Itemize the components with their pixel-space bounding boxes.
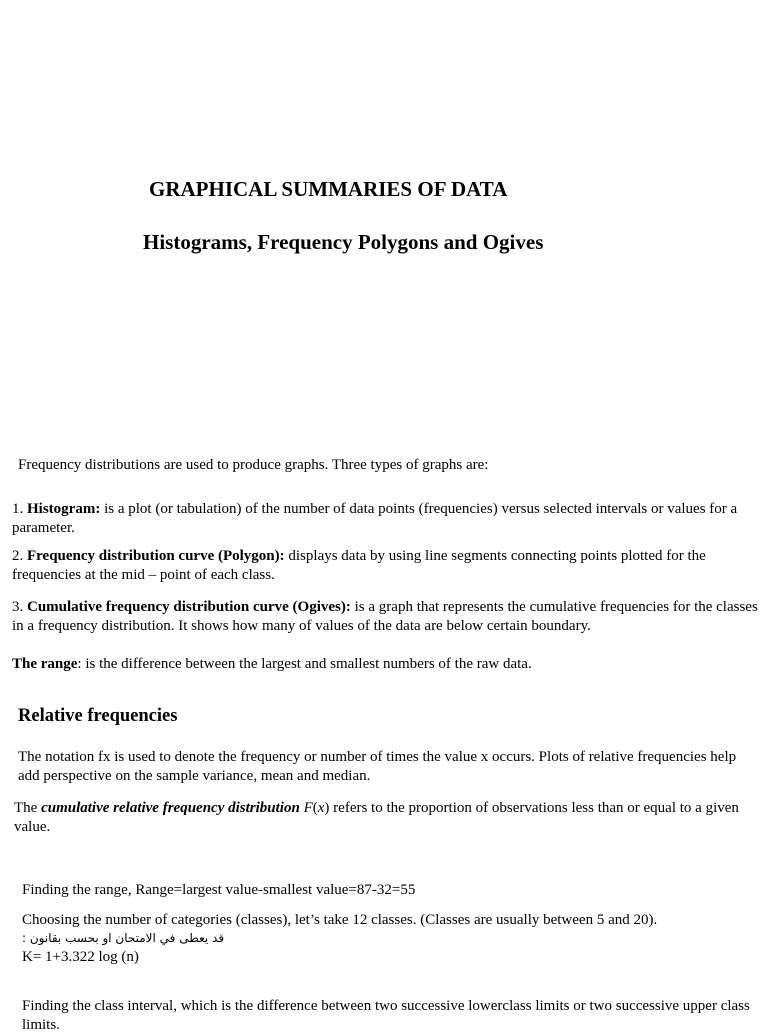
list-item-polygon [12, 547, 760, 585]
classes-paragraph: Choosing the number of categories (classes), let’s take 12 classes. (Classes are usually between 5 and 20). [22, 912, 658, 928]
list-item-number: 2. [12, 548, 27, 564]
range-term: The range [12, 656, 78, 672]
list-item-text: is a plot (or tabulation) of the number of data points (frequencies) versus selected intervals or values for a parameter. [12, 501, 738, 536]
cumulative-lead: The [14, 800, 42, 816]
range-calculation: Finding the range, Range=largest value-smallest value=87-32=55 [22, 882, 416, 898]
list-item-ogives [12, 598, 764, 636]
relative-frequencies-heading: Relative frequencies [18, 706, 178, 726]
list-item-number: 3. [12, 599, 27, 615]
cumulative-paren-open: ( [312, 800, 318, 816]
sturges-formula: K= 1+3.322 log (n) [22, 949, 139, 965]
class-interval-paragraph: Finding the class interval, which is the difference between two successive lowerclass limits or two successive upper class limits. [22, 998, 750, 1033]
document-subtitle: Histograms, Frequency Polygons and Ogives [143, 230, 544, 254]
list-item-histogram [12, 500, 760, 538]
list-item-term: Frequency distribution curve (Polygon): [27, 548, 285, 564]
list-item-term: Histogram: [27, 501, 101, 517]
cumulative-paragraph [14, 799, 760, 837]
document-title: GRAPHICAL SUMMARIES OF DATA [149, 177, 508, 201]
list-item-text: displays data by using line segments connecting points plotted for the frequencies at the mid – point of each class. [12, 548, 706, 583]
list-item-term: Cumulative frequency distribution curve (Ogives): [27, 599, 351, 615]
arabic-note: قد يعطى في الامتحان او بحسب بقانون : [22, 931, 225, 945]
list-item-number: 1. [12, 501, 27, 517]
range-definition [12, 655, 760, 674]
cumulative-term: cumulative relative frequency distribution [41, 800, 300, 816]
cumulative-paren-close: ) [324, 800, 330, 816]
notation-paragraph: The notation fx is used to denote the frequency or number of times the value x occurs. Plots of relative frequencies help add perspective on the sample variance, mean and median. [18, 749, 737, 784]
cumulative-variable: x [317, 800, 325, 816]
cumulative-function: F [303, 800, 313, 816]
list-item-text: is a graph that represents the cumulative frequencies for the classes in a frequency distribution. It shows how many of values of the data are below certain boundary. [12, 599, 758, 634]
cumulative-text: refers to the proportion of observations less than or equal to a given value. [14, 800, 739, 835]
intro-paragraph: Frequency distributions are used to produce graphs. Three types of graphs are: [18, 457, 489, 473]
range-text: : is the difference between the largest and smallest numbers of the raw data. [77, 656, 532, 672]
